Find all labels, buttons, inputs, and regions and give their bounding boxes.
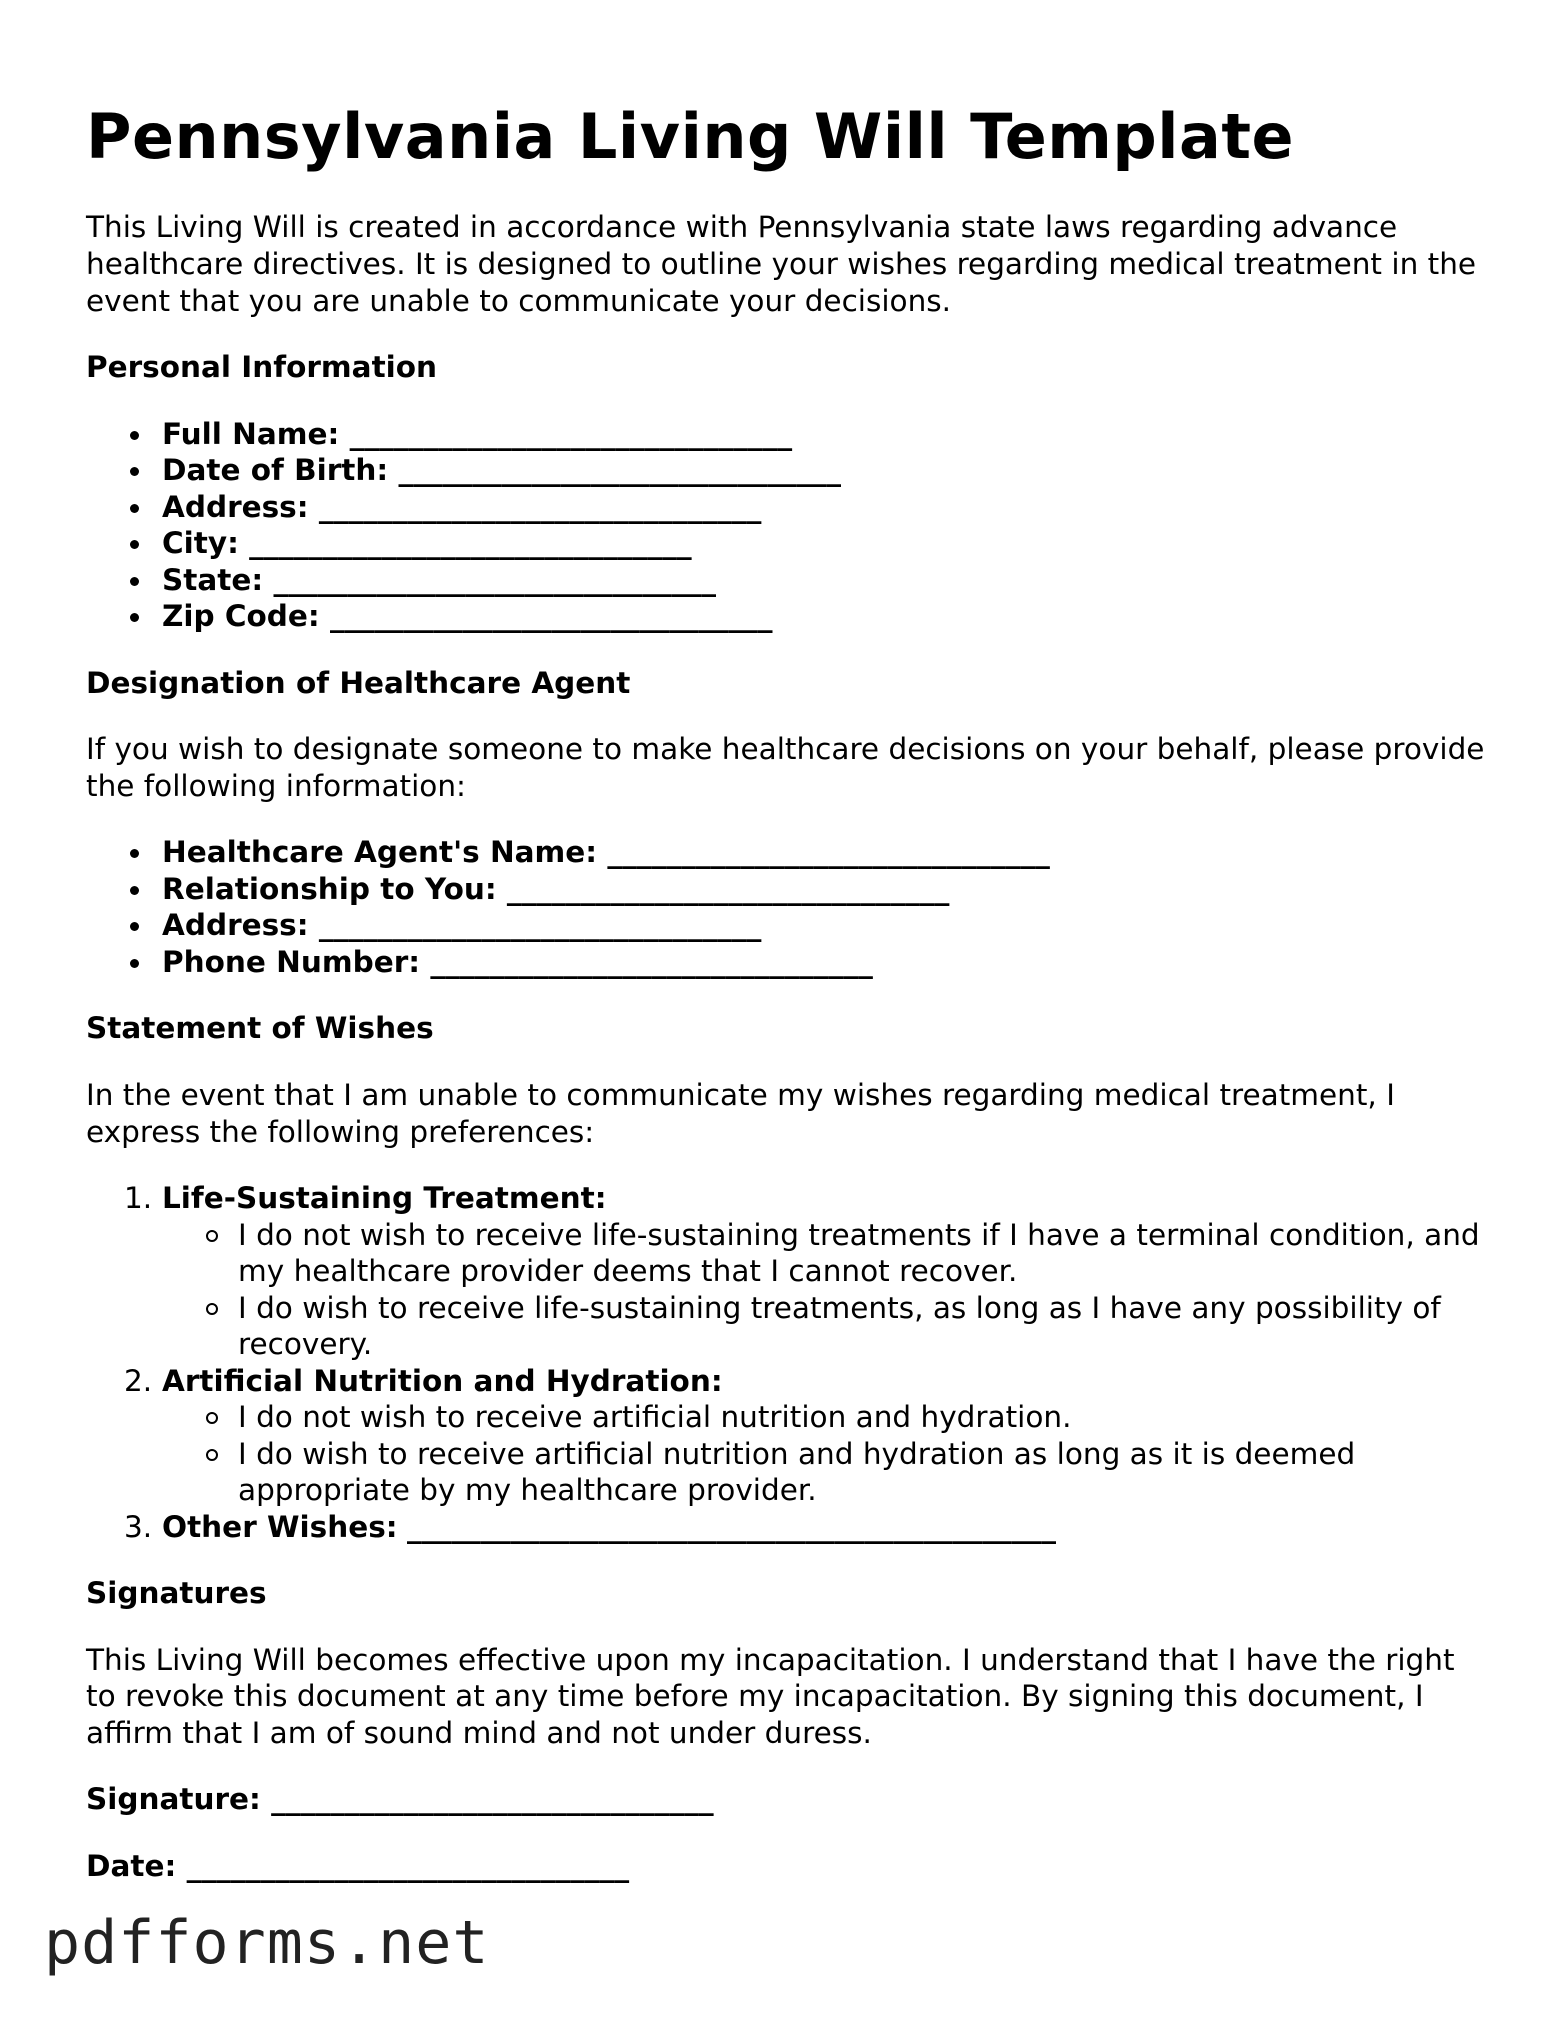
city-blank[interactable]: ______________________________: [249, 526, 692, 561]
list-item-agent-address: [86, 907, 1486, 944]
date-blank[interactable]: ______________________________: [186, 1849, 630, 1884]
wish-options: [162, 1399, 1486, 1509]
field-label: Relationship to You:: [162, 871, 497, 906]
intro-paragraph: This Living Will is created in accordance with Pennsylvania state laws regarding advance healthcare directives. It is designed to outline your wishes regarding medical treatment in the event that you are unable to communicate your decisions.: [86, 210, 1477, 318]
wish-option[interactable]: I do wish to receive life-sustaining treatments, as long as I have any possibility of recovery.: [162, 1290, 1498, 1363]
wish-option[interactable]: I do not wish to receive artificial nutrition and hydration.: [162, 1399, 1498, 1436]
signatures-paragraph: This Living Will becomes effective upon my incapacitation. I understand that I have the right to revoke this document at any time before my incapacitation. By signing this document, I affirm that I am of sound mind and not under duress.: [86, 1642, 1455, 1750]
item-number: 1.: [124, 1181, 153, 1216]
date-line: [86, 1848, 1486, 1885]
list-item-state: [86, 562, 1486, 599]
date-of-birth-blank[interactable]: ______________________________: [398, 453, 841, 488]
zip-code-blank[interactable]: ______________________________: [330, 599, 773, 634]
field-label: Address:: [162, 908, 309, 943]
field-label: Address:: [162, 489, 309, 524]
state-blank[interactable]: ______________________________: [273, 562, 716, 597]
phone-number-blank[interactable]: ______________________________: [430, 944, 873, 979]
field-label: State:: [162, 562, 264, 597]
agent-address-blank[interactable]: ______________________________: [318, 908, 762, 943]
wish-options: [162, 1217, 1486, 1363]
full-name-blank[interactable]: ______________________________: [349, 416, 793, 451]
healthcare-agent-heading: Designation of Healthcare Agent: [86, 665, 631, 700]
field-label: Healthcare Agent's Name:: [162, 835, 598, 870]
statement-of-wishes-paragraph: In the event that I am unable to communicate my wishes regarding medical treatment, I express the following preferences:: [86, 1078, 1395, 1149]
field-label: Date of Birth:: [162, 453, 389, 488]
relationship-blank[interactable]: ______________________________: [506, 871, 950, 906]
signature-label: Signature:: [86, 1782, 261, 1817]
list-item-city: [86, 525, 1486, 562]
page-title: Pennsylvania Living Will Template: [86, 100, 1295, 173]
wish-title: Artificial Nutrition and Hydration:: [162, 1363, 723, 1398]
list-item-phone-number: [86, 944, 1486, 981]
signature-blank[interactable]: ______________________________: [271, 1782, 714, 1817]
wish-item-other: [86, 1509, 1486, 1546]
list-item-zip-code: [86, 598, 1486, 635]
wish-option[interactable]: I do not wish to receive life-sustaining treatments if I have a terminal condition, and my healthcare provider deems that I cannot recover.: [162, 1217, 1498, 1290]
wish-title: Other Wishes:: [162, 1509, 398, 1544]
healthcare-agent-paragraph: If you wish to designate someone to make healthcare decisions on your behalf, please provide the following information:: [86, 732, 1485, 803]
statement-of-wishes-heading: Statement of Wishes: [86, 1011, 434, 1046]
wish-item-life-sustaining: [86, 1180, 1486, 1363]
item-number: 2.: [124, 1363, 153, 1398]
personal-information-list: [86, 416, 1486, 635]
personal-information-heading: Personal Information: [86, 350, 438, 385]
wish-option[interactable]: I do wish to receive artificial nutrition and hydration as long as it is deemed appropriate by my healthcare provider.: [162, 1436, 1498, 1509]
watermark-logo: pdfforms.net: [44, 1908, 490, 1978]
field-label: City:: [162, 526, 239, 561]
list-item-address: [86, 489, 1486, 526]
signatures-heading: Signatures: [86, 1576, 267, 1611]
address-blank[interactable]: ______________________________: [318, 489, 762, 524]
other-wishes-blank[interactable]: ____________________________________________: [406, 1509, 1056, 1544]
document-page: [86, 100, 1486, 1885]
list-item-date-of-birth: [86, 452, 1486, 489]
wish-title: Life-Sustaining Treatment:: [162, 1181, 607, 1216]
healthcare-agent-list: [86, 834, 1486, 980]
list-item-agent-name: [86, 834, 1486, 871]
list-item-relationship: [86, 871, 1486, 908]
field-label: Full Name:: [162, 416, 340, 451]
wishes-list: [86, 1180, 1486, 1545]
field-label: Phone Number:: [162, 944, 421, 979]
wish-item-nutrition-hydration: [86, 1363, 1486, 1509]
list-item-full-name: [86, 416, 1486, 453]
agent-name-blank[interactable]: ______________________________: [607, 835, 1050, 870]
item-number: 3.: [124, 1509, 153, 1544]
signature-line: [86, 1781, 1486, 1818]
date-label: Date:: [86, 1849, 177, 1884]
field-label: Zip Code:: [162, 599, 320, 634]
